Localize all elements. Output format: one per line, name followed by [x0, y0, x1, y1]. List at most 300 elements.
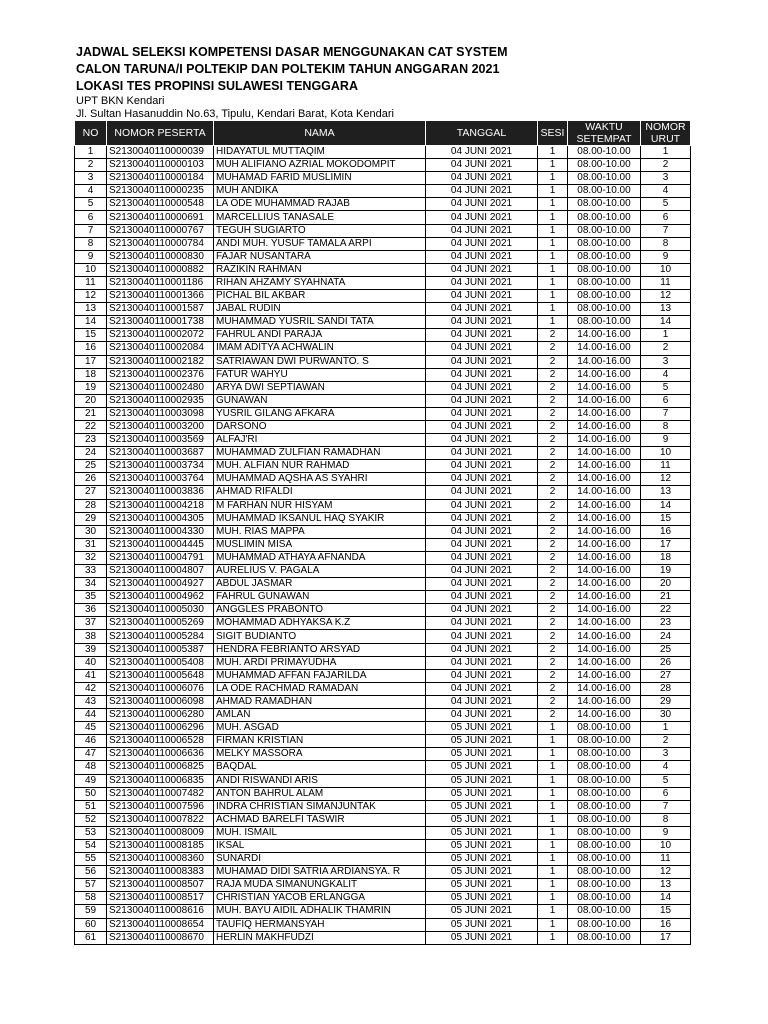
table-row [75, 434, 691, 447]
table-row [75, 761, 691, 774]
cell-participant-number: S2130040110000830 [107, 250, 214, 263]
table-row [75, 682, 691, 695]
cell-local-time: 08.00-10.00 [568, 931, 641, 944]
cell-name: FAJAR NUSANTARA [214, 250, 426, 263]
cell-no: 41 [75, 669, 107, 682]
cell-order-number: 3 [641, 172, 691, 185]
cell-session: 2 [538, 381, 568, 394]
cell-name: MUH. RIAS MAPPA [214, 525, 426, 538]
cell-no: 46 [75, 735, 107, 748]
table-row [75, 578, 691, 591]
cell-order-number: 19 [641, 565, 691, 578]
cell-date: 04 JUNI 2021 [426, 630, 538, 643]
cell-session: 1 [538, 800, 568, 813]
cell-local-time: 14.00-16.00 [568, 551, 641, 564]
cell-session: 1 [538, 866, 568, 879]
cell-name: JABAL RUDIN [214, 303, 426, 316]
cell-name: MUHAMAD DIDI SATRIA ARDIANSYA. R [214, 866, 426, 879]
table-row [75, 342, 691, 355]
cell-no: 28 [75, 499, 107, 512]
cell-order-number: 8 [641, 237, 691, 250]
cell-order-number: 7 [641, 800, 691, 813]
cell-name: INDRA CHRISTIAN SIMANJUNTAK [214, 800, 426, 813]
table-row [75, 394, 691, 407]
cell-participant-number: S2130040110007482 [107, 787, 214, 800]
cell-order-number: 6 [641, 394, 691, 407]
cell-session: 2 [538, 643, 568, 656]
cell-date: 04 JUNI 2021 [426, 578, 538, 591]
table-row [75, 774, 691, 787]
cell-date: 04 JUNI 2021 [426, 617, 538, 630]
table-row [75, 538, 691, 551]
cell-order-number: 6 [641, 787, 691, 800]
cell-participant-number: S2130040110006528 [107, 735, 214, 748]
cell-session: 1 [538, 761, 568, 774]
cell-order-number: 3 [641, 748, 691, 761]
cell-local-time: 14.00-16.00 [568, 355, 641, 368]
cell-name: IKSAL [214, 839, 426, 852]
cell-session: 2 [538, 355, 568, 368]
cell-name: HIDAYATUL MUTTAQIM [214, 146, 426, 159]
table-row [75, 892, 691, 905]
cell-local-time: 08.00-10.00 [568, 224, 641, 237]
cell-session: 2 [538, 460, 568, 473]
table-row [75, 839, 691, 852]
table-row [75, 643, 691, 656]
cell-no: 3 [75, 172, 107, 185]
cell-name: HENDRA FEBRIANTO ARSYAD [214, 643, 426, 656]
cell-no: 55 [75, 853, 107, 866]
cell-local-time: 14.00-16.00 [568, 368, 641, 381]
cell-participant-number: S2130040110005408 [107, 656, 214, 669]
cell-participant-number: S2130040110008517 [107, 892, 214, 905]
cell-order-number: 16 [641, 525, 691, 538]
cell-order-number: 8 [641, 813, 691, 826]
cell-order-number: 16 [641, 918, 691, 931]
cell-local-time: 08.00-10.00 [568, 146, 641, 159]
cell-session: 1 [538, 813, 568, 826]
cell-local-time: 08.00-10.00 [568, 303, 641, 316]
office-name: UPT BKN Kendari [76, 95, 165, 107]
cell-no: 38 [75, 630, 107, 643]
cell-participant-number: S2130040110000784 [107, 237, 214, 250]
cell-name: RAZIKIN RAHMAN [214, 263, 426, 276]
cell-order-number: 7 [641, 407, 691, 420]
cell-local-time: 08.00-10.00 [568, 826, 641, 839]
cell-local-time: 14.00-16.00 [568, 643, 641, 656]
cell-order-number: 4 [641, 185, 691, 198]
cell-participant-number: S2130040110003098 [107, 407, 214, 420]
cell-date: 05 JUNI 2021 [426, 813, 538, 826]
cell-date: 04 JUNI 2021 [426, 146, 538, 159]
cell-no: 9 [75, 250, 107, 263]
cell-local-time: 14.00-16.00 [568, 656, 641, 669]
cell-date: 05 JUNI 2021 [426, 905, 538, 918]
cell-no: 47 [75, 748, 107, 761]
cell-local-time: 14.00-16.00 [568, 381, 641, 394]
cell-order-number: 17 [641, 538, 691, 551]
cell-no: 29 [75, 512, 107, 525]
cell-name: MUH. ISMAIL [214, 826, 426, 839]
cell-order-number: 5 [641, 774, 691, 787]
cell-date: 04 JUNI 2021 [426, 316, 538, 329]
cell-date: 05 JUNI 2021 [426, 892, 538, 905]
cell-name: AURELIUS V. PAGALA [214, 565, 426, 578]
cell-local-time: 14.00-16.00 [568, 682, 641, 695]
cell-order-number: 23 [641, 617, 691, 630]
cell-session: 1 [538, 748, 568, 761]
cell-no: 36 [75, 604, 107, 617]
cell-participant-number: S2130040110001738 [107, 316, 214, 329]
cell-participant-number: S2130040110002182 [107, 355, 214, 368]
cell-session: 2 [538, 630, 568, 643]
cell-participant-number: S2130040110000548 [107, 198, 214, 211]
cell-participant-number: S2130040110004305 [107, 512, 214, 525]
cell-local-time: 14.00-16.00 [568, 329, 641, 342]
cell-participant-number: S2130040110002376 [107, 368, 214, 381]
table-row [75, 722, 691, 735]
cell-local-time: 08.00-10.00 [568, 185, 641, 198]
cell-session: 1 [538, 826, 568, 839]
table-row [75, 407, 691, 420]
table-row [75, 709, 691, 722]
cell-date: 04 JUNI 2021 [426, 682, 538, 695]
cell-order-number: 14 [641, 316, 691, 329]
cell-order-number: 14 [641, 892, 691, 905]
cell-name: DARSONO [214, 420, 426, 433]
cell-session: 2 [538, 473, 568, 486]
cell-name: MUH. ASGAD [214, 722, 426, 735]
cell-order-number: 3 [641, 355, 691, 368]
cell-participant-number: S2130040110000691 [107, 211, 214, 224]
cell-date: 04 JUNI 2021 [426, 159, 538, 172]
cell-date: 05 JUNI 2021 [426, 826, 538, 839]
table-row [75, 800, 691, 813]
cell-name: TEGUH SUGIARTO [214, 224, 426, 237]
cell-session: 2 [538, 656, 568, 669]
cell-order-number: 7 [641, 224, 691, 237]
cell-order-number: 22 [641, 604, 691, 617]
cell-local-time: 08.00-10.00 [568, 211, 641, 224]
cell-participant-number: S2130040110004445 [107, 538, 214, 551]
cell-session: 2 [538, 669, 568, 682]
cell-participant-number: S2130040110005030 [107, 604, 214, 617]
cell-no: 39 [75, 643, 107, 656]
cell-no: 13 [75, 303, 107, 316]
cell-no: 40 [75, 656, 107, 669]
cell-participant-number: S2130040110008670 [107, 931, 214, 944]
cell-local-time: 08.00-10.00 [568, 892, 641, 905]
cell-participant-number: S2130040110004218 [107, 499, 214, 512]
cell-date: 04 JUNI 2021 [426, 211, 538, 224]
cell-no: 44 [75, 709, 107, 722]
cell-session: 1 [538, 237, 568, 250]
cell-local-time: 08.00-10.00 [568, 813, 641, 826]
cell-order-number: 5 [641, 198, 691, 211]
cell-participant-number: S2130040110008383 [107, 866, 214, 879]
cell-session: 2 [538, 368, 568, 381]
cell-session: 2 [538, 525, 568, 538]
cell-order-number: 8 [641, 420, 691, 433]
table-row [75, 551, 691, 564]
cell-participant-number: S2130040110008507 [107, 879, 214, 892]
column-header-date: TANGGAL [426, 121, 538, 146]
table-row [75, 905, 691, 918]
cell-no: 56 [75, 866, 107, 879]
cell-no: 60 [75, 918, 107, 931]
cell-name: ALFAJ'RI [214, 434, 426, 447]
cell-local-time: 08.00-10.00 [568, 761, 641, 774]
cell-name: RIHAN AHZAMY SYAHNATA [214, 276, 426, 289]
cell-order-number: 12 [641, 866, 691, 879]
cell-local-time: 14.00-16.00 [568, 695, 641, 708]
cell-order-number: 5 [641, 381, 691, 394]
cell-date: 05 JUNI 2021 [426, 853, 538, 866]
cell-no: 4 [75, 185, 107, 198]
table-header-row [75, 121, 691, 146]
cell-name: AHMAD RAMADHAN [214, 695, 426, 708]
column-header-name: NAMA [214, 121, 426, 146]
cell-participant-number: S2130040110005648 [107, 669, 214, 682]
cell-local-time: 08.00-10.00 [568, 198, 641, 211]
cell-session: 2 [538, 342, 568, 355]
schedule-table [74, 120, 691, 945]
cell-date: 04 JUNI 2021 [426, 591, 538, 604]
cell-local-time: 14.00-16.00 [568, 604, 641, 617]
cell-order-number: 12 [641, 290, 691, 303]
cell-no: 49 [75, 774, 107, 787]
cell-session: 2 [538, 329, 568, 342]
cell-local-time: 14.00-16.00 [568, 538, 641, 551]
cell-no: 18 [75, 368, 107, 381]
column-header-participant-number: NOMOR PESERTA [107, 121, 214, 146]
cell-local-time: 14.00-16.00 [568, 669, 641, 682]
cell-local-time: 08.00-10.00 [568, 735, 641, 748]
cell-local-time: 14.00-16.00 [568, 447, 641, 460]
cell-local-time: 14.00-16.00 [568, 394, 641, 407]
cell-date: 04 JUNI 2021 [426, 709, 538, 722]
cell-name: GUNAWAN [214, 394, 426, 407]
cell-name: MELKY MASSORA [214, 748, 426, 761]
cell-name: CHRISTIAN YACOB ERLANGGA [214, 892, 426, 905]
cell-order-number: 9 [641, 826, 691, 839]
cell-order-number: 11 [641, 460, 691, 473]
cell-participant-number: S2130040110008616 [107, 905, 214, 918]
cell-date: 04 JUNI 2021 [426, 447, 538, 460]
cell-local-time: 08.00-10.00 [568, 774, 641, 787]
cell-participant-number: S2130040110005284 [107, 630, 214, 643]
cell-no: 2 [75, 159, 107, 172]
cell-participant-number: S2130040110006280 [107, 709, 214, 722]
column-header-session: SESI [538, 121, 568, 146]
cell-session: 1 [538, 722, 568, 735]
table-row [75, 866, 691, 879]
cell-order-number: 1 [641, 722, 691, 735]
table-row [75, 276, 691, 289]
cell-local-time: 08.00-10.00 [568, 918, 641, 931]
cell-date: 05 JUNI 2021 [426, 761, 538, 774]
cell-participant-number: S2130040110006098 [107, 695, 214, 708]
cell-name: MUHAMAD FARID MUSLIMIN [214, 172, 426, 185]
cell-participant-number: S2130040110003687 [107, 447, 214, 460]
cell-order-number: 15 [641, 905, 691, 918]
cell-session: 2 [538, 407, 568, 420]
cell-name: MUH ANDIKA [214, 185, 426, 198]
cell-local-time: 14.00-16.00 [568, 486, 641, 499]
table-row [75, 447, 691, 460]
cell-date: 05 JUNI 2021 [426, 931, 538, 944]
cell-name: TAUFIQ HERMANSYAH [214, 918, 426, 931]
cell-local-time: 14.00-16.00 [568, 460, 641, 473]
cell-session: 2 [538, 551, 568, 564]
table-row [75, 303, 691, 316]
title-line-2: CALON TARUNA/I POLTEKIP DAN POLTEKIM TAHUN ANGGARAN 2021 [76, 62, 500, 76]
cell-order-number: 24 [641, 630, 691, 643]
cell-session: 1 [538, 250, 568, 263]
cell-local-time: 14.00-16.00 [568, 434, 641, 447]
cell-local-time: 14.00-16.00 [568, 709, 641, 722]
cell-date: 04 JUNI 2021 [426, 172, 538, 185]
cell-name: MUHAMMAD ZULFIAN RAMADHAN [214, 447, 426, 460]
cell-local-time: 08.00-10.00 [568, 800, 641, 813]
cell-no: 54 [75, 839, 107, 852]
cell-session: 1 [538, 316, 568, 329]
cell-order-number: 14 [641, 499, 691, 512]
cell-name: FAHRUL GUNAWAN [214, 591, 426, 604]
cell-order-number: 28 [641, 682, 691, 695]
cell-session: 1 [538, 892, 568, 905]
cell-name: YUSRIL GILANG AFKARA [214, 407, 426, 420]
cell-no: 23 [75, 434, 107, 447]
cell-local-time: 08.00-10.00 [568, 748, 641, 761]
cell-no: 21 [75, 407, 107, 420]
title-line-3: LOKASI TES PROPINSI SULAWESI TENGGARA [76, 79, 358, 93]
cell-date: 05 JUNI 2021 [426, 800, 538, 813]
cell-date: 04 JUNI 2021 [426, 669, 538, 682]
cell-name: SIGIT BUDIANTO [214, 630, 426, 643]
cell-name: ABDUL JASMAR [214, 578, 426, 591]
cell-session: 1 [538, 172, 568, 185]
cell-local-time: 08.00-10.00 [568, 722, 641, 735]
cell-name: AMLAN [214, 709, 426, 722]
cell-session: 2 [538, 578, 568, 591]
cell-no: 32 [75, 551, 107, 564]
table-row [75, 420, 691, 433]
cell-order-number: 15 [641, 512, 691, 525]
cell-session: 1 [538, 185, 568, 198]
cell-order-number: 9 [641, 250, 691, 263]
cell-participant-number: S2130040110003764 [107, 473, 214, 486]
cell-name: HERLIN MAKHFUDZI [214, 931, 426, 944]
cell-participant-number: S2130040110003734 [107, 460, 214, 473]
table-row [75, 853, 691, 866]
cell-name: MUH. ARDI PRIMAYUDHA [214, 656, 426, 669]
cell-name: LA ODE RACHMAD RAMADAN [214, 682, 426, 695]
cell-name: M FARHAN NUR HISYAM [214, 499, 426, 512]
cell-name: MUH. BAYU AIDIL ADHALIK THAMRIN [214, 905, 426, 918]
cell-date: 04 JUNI 2021 [426, 643, 538, 656]
cell-participant-number: S2130040110000184 [107, 172, 214, 185]
cell-local-time: 08.00-10.00 [568, 839, 641, 852]
table-row [75, 355, 691, 368]
cell-session: 2 [538, 499, 568, 512]
cell-order-number: 29 [641, 695, 691, 708]
cell-local-time: 08.00-10.00 [568, 787, 641, 800]
cell-order-number: 17 [641, 931, 691, 944]
cell-session: 1 [538, 905, 568, 918]
cell-session: 2 [538, 486, 568, 499]
table-row [75, 172, 691, 185]
cell-order-number: 2 [641, 342, 691, 355]
cell-session: 2 [538, 420, 568, 433]
cell-participant-number: S2130040110000767 [107, 224, 214, 237]
cell-participant-number: S2130040110004807 [107, 565, 214, 578]
cell-participant-number: S2130040110004791 [107, 551, 214, 564]
cell-session: 1 [538, 146, 568, 159]
cell-name: SATRIAWAN DWI PURWANTO. S [214, 355, 426, 368]
cell-session: 2 [538, 434, 568, 447]
cell-date: 04 JUNI 2021 [426, 329, 538, 342]
cell-local-time: 14.00-16.00 [568, 420, 641, 433]
cell-local-time: 14.00-16.00 [568, 591, 641, 604]
cell-order-number: 25 [641, 643, 691, 656]
table-row [75, 159, 691, 172]
cell-session: 1 [538, 224, 568, 237]
cell-order-number: 11 [641, 276, 691, 289]
cell-name: ANDI MUH. YUSUF TAMALA ARPI [214, 237, 426, 250]
cell-participant-number: S2130040110005387 [107, 643, 214, 656]
table-row [75, 460, 691, 473]
cell-participant-number: S2130040110000103 [107, 159, 214, 172]
cell-no: 1 [75, 146, 107, 159]
cell-participant-number: S2130040110007596 [107, 800, 214, 813]
cell-name: ARYA DWI SEPTIAWAN [214, 381, 426, 394]
cell-participant-number: S2130040110004962 [107, 591, 214, 604]
cell-order-number: 4 [641, 761, 691, 774]
table-row [75, 918, 691, 931]
cell-date: 05 JUNI 2021 [426, 774, 538, 787]
cell-order-number: 1 [641, 146, 691, 159]
cell-participant-number: S2130040110001587 [107, 303, 214, 316]
cell-order-number: 12 [641, 473, 691, 486]
cell-session: 1 [538, 263, 568, 276]
cell-date: 04 JUNI 2021 [426, 303, 538, 316]
table-body [75, 146, 691, 945]
cell-date: 05 JUNI 2021 [426, 879, 538, 892]
cell-no: 45 [75, 722, 107, 735]
cell-name: BAQDAL [214, 761, 426, 774]
cell-local-time: 08.00-10.00 [568, 853, 641, 866]
cell-no: 30 [75, 525, 107, 538]
table-row [75, 617, 691, 630]
table-row [75, 329, 691, 342]
cell-no: 24 [75, 447, 107, 460]
cell-name: MUHAMMAD YUSRIL SANDI TATA [214, 316, 426, 329]
cell-no: 43 [75, 695, 107, 708]
cell-date: 05 JUNI 2021 [426, 839, 538, 852]
cell-no: 12 [75, 290, 107, 303]
cell-session: 2 [538, 447, 568, 460]
cell-no: 11 [75, 276, 107, 289]
table-row [75, 512, 691, 525]
cell-participant-number: S2130040110005269 [107, 617, 214, 630]
cell-order-number: 13 [641, 303, 691, 316]
cell-order-number: 4 [641, 368, 691, 381]
cell-date: 04 JUNI 2021 [426, 434, 538, 447]
cell-date: 04 JUNI 2021 [426, 565, 538, 578]
cell-session: 1 [538, 839, 568, 852]
table-row [75, 290, 691, 303]
